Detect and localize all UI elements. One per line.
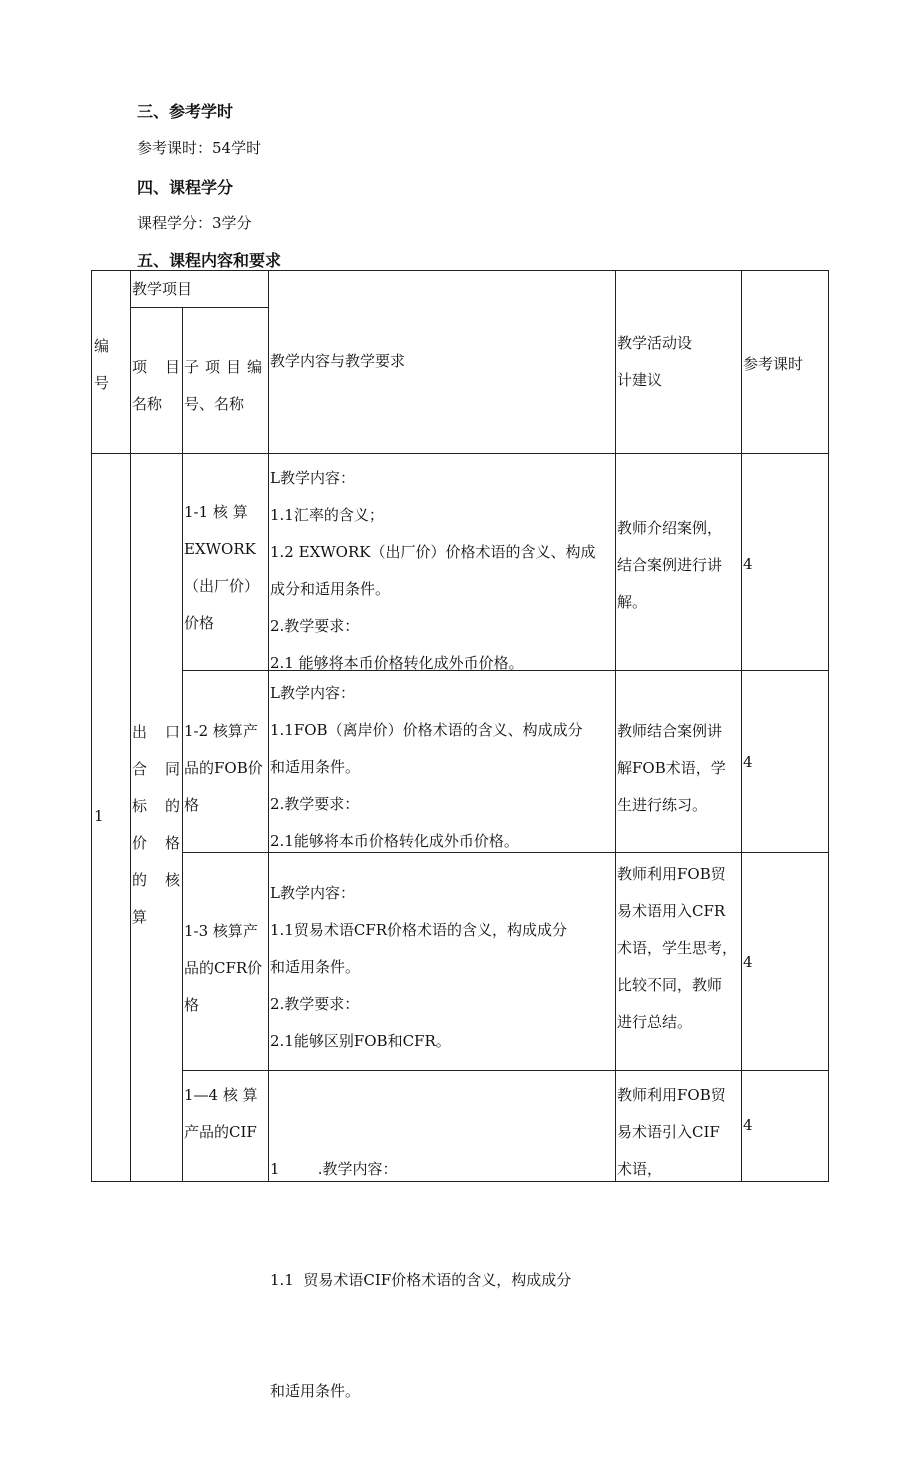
subproject-name: 1-3 核算产 品的CFR价 格 [184, 922, 263, 1014]
header-sub-project: 子项目编 号、名称 [184, 358, 269, 413]
subproject-content: 1 .教学内容： 1.1 贸易术语CIF价格术语的含义，构成成分 和适用条件。 [270, 1160, 572, 1400]
subproject-content: L教学内容： 1.1汇率的含义； 1.2 EXWORK（出厂价）价格术语的含义、构成 成分和适用条件。 2.教学要求： 2.1 能够将本币价格转化成外币价格。 [270, 469, 596, 670]
subproject-hours: 4 [743, 753, 753, 771]
row-id: 1 [94, 807, 104, 825]
section-3-title: 三、参考学时 [137, 102, 234, 121]
section-4-title: 四、课程学分 [137, 178, 234, 197]
subproject-hours: 4 [743, 1116, 753, 1134]
subproject-hours: 4 [743, 555, 753, 573]
section-3-text: 参考课时：54学时 [137, 139, 262, 157]
section-4-text: 课程学分：3学分 [137, 214, 252, 232]
subproject-name: 1-2 核算产 品的FOB价 格 [184, 722, 263, 814]
subproject-activity: 教师介绍案例， 结合案例进行讲 解。 [617, 519, 723, 611]
course-content-table [91, 270, 829, 1400]
subproject-activity: 教师利用FOB贸 易术语用入CFR 术语，学生思考， 比较不同，教师 进行总结。 [617, 865, 738, 1031]
subproject-activity: 教师结合案例讲 解FOB术语，学 生进行练习。 [617, 722, 726, 814]
header-activity: 教学活动设 计建议 [617, 334, 693, 389]
subproject-name: 1-1 核 算 EXWORK （出厂价） 价格 [184, 503, 260, 632]
subproject-hours: 4 [743, 953, 753, 971]
header-content: 教学内容与教学要求 [270, 352, 406, 370]
header-teaching-project: 教学项目 [132, 280, 193, 298]
section-5-title: 五、课程内容和要求 [137, 251, 282, 270]
subproject-activity: 教师利用FOB贸 易术语引入CIF 术语， [617, 1086, 726, 1178]
header-hours: 参考课时 [743, 355, 804, 373]
header-id: 编 号 [94, 337, 110, 392]
header-project-name: 项 目 名称 [132, 358, 180, 413]
project-name: 出 口 合 同 标 的 价 格 的 核 算 [132, 723, 180, 926]
subproject-content: L教学内容： 1.1贸易术语CFR价格术语的含义，构成成分 和适用条件。 2.教学要求： 2.1能够区别FOB和CFR。 [270, 884, 568, 1050]
subproject-name: 1—4 核 算 产品的CIF [184, 1086, 258, 1141]
subproject-content: L教学内容： 1.1FOB（离岸价）价格术语的含义、构成成分 和适用条件。 2.教学要求： 2.1能够将本币价格转化成外币价格。 [270, 684, 583, 850]
